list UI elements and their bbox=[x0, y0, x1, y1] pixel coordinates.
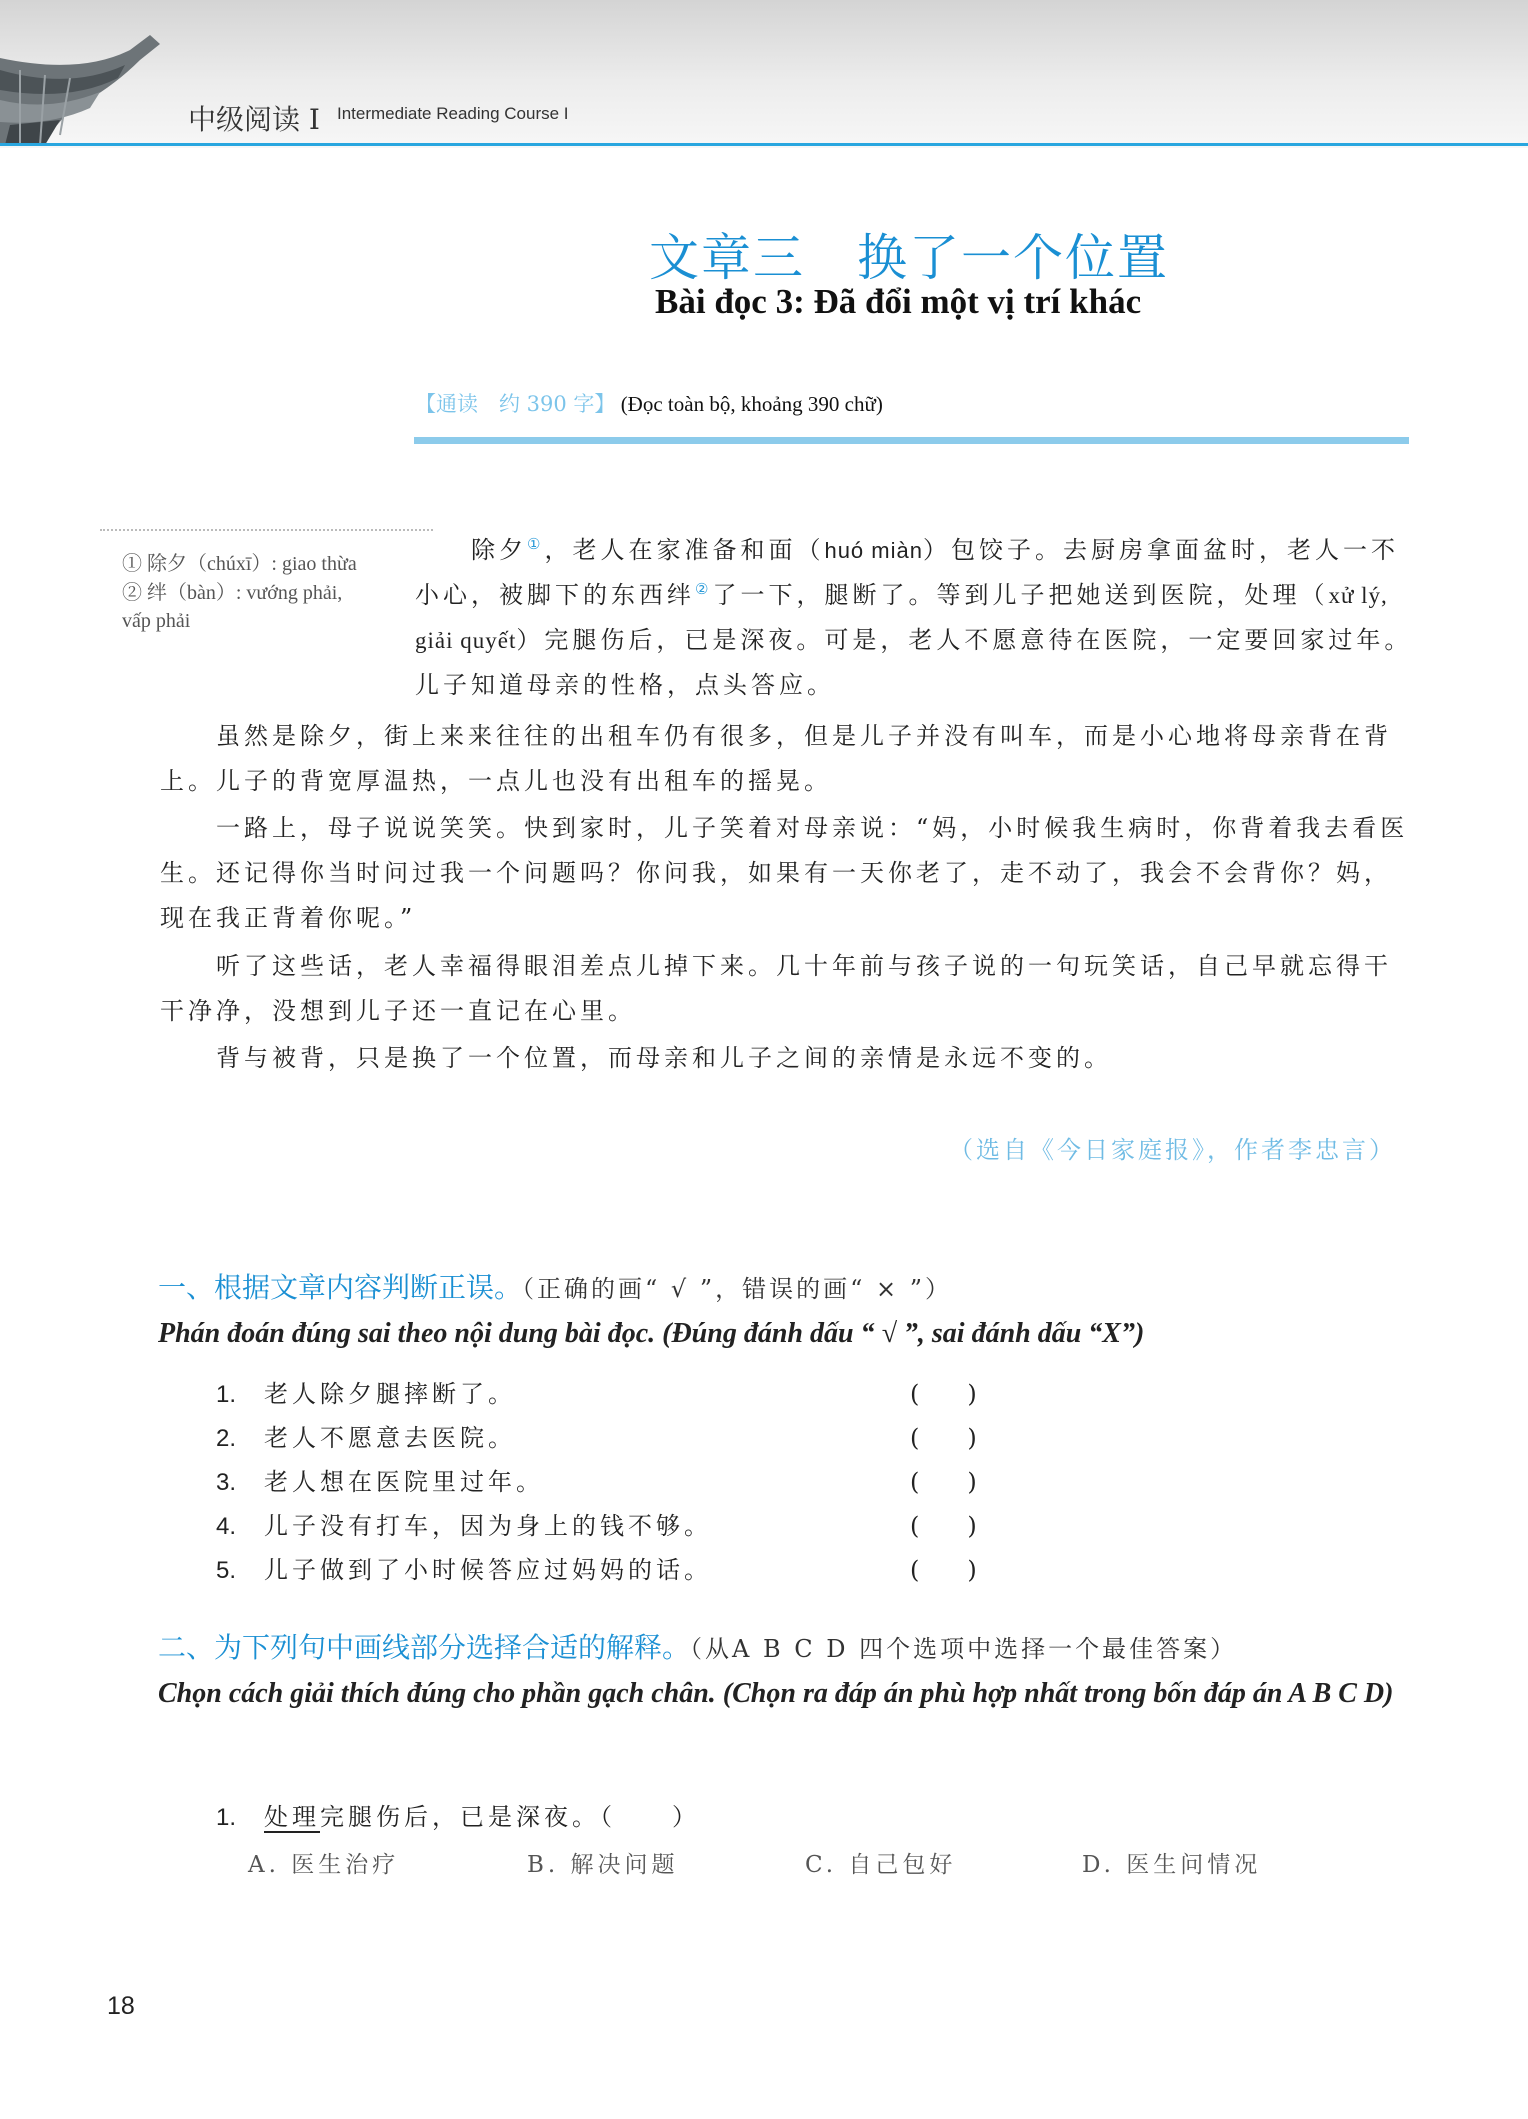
reading-note bbox=[415, 388, 883, 418]
section-1-heading-vietnamese: Phán đoán đúng sai theo nội dung bài đọc. (Đúng đánh dấu “ √ ”, sai đánh dấu “X”) bbox=[158, 1318, 1145, 1349]
item-text: 老人想在医院里过年。 bbox=[264, 1468, 544, 1496]
option-d[interactable]: D. 医生问情况 bbox=[1082, 1852, 1262, 1878]
section-2-heading bbox=[158, 1626, 1237, 1666]
temple-roof-decoration bbox=[0, 30, 200, 145]
paragraph-text: 了一下，腿断了。等到儿子把她送到医院，处理（ bbox=[712, 581, 1329, 609]
item-number: 4. bbox=[216, 1513, 237, 1540]
item-text: 老人除夕腿摔断了。 bbox=[264, 1380, 516, 1408]
title-underline-bar bbox=[414, 437, 1409, 444]
reading-note-chinese: 【通读 约 390 字】 bbox=[415, 392, 616, 416]
question-text: 完腿伤后，已是深夜。（ ） bbox=[320, 1803, 700, 1831]
paragraph-text: 除夕 bbox=[471, 536, 527, 564]
item-number: 2. bbox=[216, 1425, 237, 1452]
underlined-phrase: 处理 bbox=[264, 1803, 320, 1831]
section-2-title: 二、为下列句中画线部分选择合适的解释。 bbox=[158, 1631, 691, 1664]
item-number: 3. bbox=[216, 1469, 237, 1496]
true-false-item bbox=[216, 1550, 712, 1585]
page-number: 18 bbox=[107, 1992, 135, 2020]
footnote-1: ① 除夕（chúxī）: giao thừa bbox=[122, 553, 357, 575]
pinyin: huó miàn bbox=[824, 538, 923, 563]
true-false-item bbox=[216, 1418, 516, 1453]
footnote-ref-2: ② bbox=[695, 580, 713, 598]
paragraph-1 bbox=[415, 528, 1415, 708]
paragraph-5: 背与被背，只是换了一个位置，而母亲和儿子之间的亲情是永远不变的。 bbox=[216, 1044, 1112, 1072]
answer-blank[interactable]: ( ) bbox=[910, 1380, 977, 1408]
item-text: 老人不愿意去医院。 bbox=[264, 1424, 516, 1452]
notes-divider bbox=[100, 529, 433, 531]
footnote-2-continued: vấp phải bbox=[122, 610, 191, 632]
question-1 bbox=[216, 1797, 700, 1832]
article-title-vietnamese: Bài đọc 3: Đã đổi một vị trí khác bbox=[655, 282, 1142, 321]
header-divider bbox=[0, 143, 1528, 146]
paragraph-3: 一路上，母子说说笑笑。快到家时，儿子笑着对母亲说：“妈，小时候我生病时，你背着我去看医生。还记得你当时问过我一个问题吗？你问我，如果有一天你老了，走不动了，我会不会背你？妈，现在我正背着你呢。” bbox=[160, 814, 1409, 932]
question-number: 1. bbox=[216, 1804, 237, 1831]
reading-note-vietnamese: (Đọc toàn bộ, khoảng 390 chữ) bbox=[620, 392, 883, 416]
option-a[interactable]: A. 医生治疗 bbox=[248, 1852, 400, 1878]
section-1-instruction: （正确的画“ √ ”，错误的画“ × ”） bbox=[522, 1275, 953, 1303]
paragraph-text: ，老人在家准备和面（ bbox=[544, 536, 825, 564]
section-1-heading bbox=[158, 1266, 952, 1306]
section-2-heading-vietnamese: Chọn cách giải thích đúng cho phần gạch chân. (Chọn ra đáp án phù hợp nhất trong bốn đáp án A B C D) bbox=[158, 1678, 1394, 1709]
paragraph-text: ）完腿伤后，已是深夜。可是，老人不愿意待在医院，一定要回家过年。儿子知道母亲的性格，点头答应。 bbox=[415, 626, 1413, 699]
item-text: 儿子做到了小时候答应过妈妈的话。 bbox=[264, 1556, 712, 1584]
vietnamese-gloss: xử lý, giải quyết bbox=[415, 583, 1388, 653]
true-false-item bbox=[216, 1506, 712, 1541]
answer-blank[interactable]: ( ) bbox=[910, 1512, 977, 1540]
book-title-chinese: 中级阅读 I bbox=[188, 103, 320, 136]
section-1-title: 一、根据文章内容判断正误。 bbox=[158, 1271, 523, 1304]
answer-blank[interactable]: ( ) bbox=[910, 1468, 977, 1496]
item-text: 儿子没有打车，因为身上的钱不够。 bbox=[264, 1512, 712, 1540]
answer-blank[interactable]: ( ) bbox=[910, 1556, 977, 1584]
book-title-english: Intermediate Reading Course I bbox=[337, 104, 569, 123]
paragraph-4: 听了这些话，老人幸福得眼泪差点儿掉下来。几十年前与孩子说的一句玩笑话，自己早就忘得干干净净，没想到儿子还一直记在心里。 bbox=[160, 952, 1392, 1025]
true-false-item bbox=[216, 1462, 544, 1497]
paragraph-text: ）包饺子。去厨房拿面盆时，老人一不小心，被脚下的东西绊 bbox=[415, 536, 1399, 609]
article-title-chinese: 文章三 换了一个位置 bbox=[649, 229, 1169, 287]
item-number: 1. bbox=[216, 1381, 237, 1408]
footnote-2: ② 绊（bàn）: vướng phải, bbox=[122, 582, 343, 604]
section-2-instruction: （从A B C D 四个选项中选择一个最佳答案） bbox=[690, 1635, 1238, 1663]
option-b[interactable]: B. 解决问题 bbox=[527, 1852, 679, 1878]
true-false-item bbox=[216, 1374, 516, 1409]
footnote-ref-1: ① bbox=[527, 535, 545, 553]
option-c[interactable]: C. 自己包好 bbox=[805, 1852, 957, 1878]
answer-blank[interactable]: ( ) bbox=[910, 1424, 977, 1452]
item-number: 5. bbox=[216, 1557, 237, 1584]
paragraph-2: 虽然是除夕，街上来来往往的出租车仍有很多，但是儿子并没有叫车，而是小心地将母亲背在背上。儿子的背宽厚温热，一点儿也没有出租车的摇晃。 bbox=[160, 722, 1392, 795]
article-source: （选自《今日家庭报》，作者李忠言） bbox=[949, 1136, 1396, 1164]
